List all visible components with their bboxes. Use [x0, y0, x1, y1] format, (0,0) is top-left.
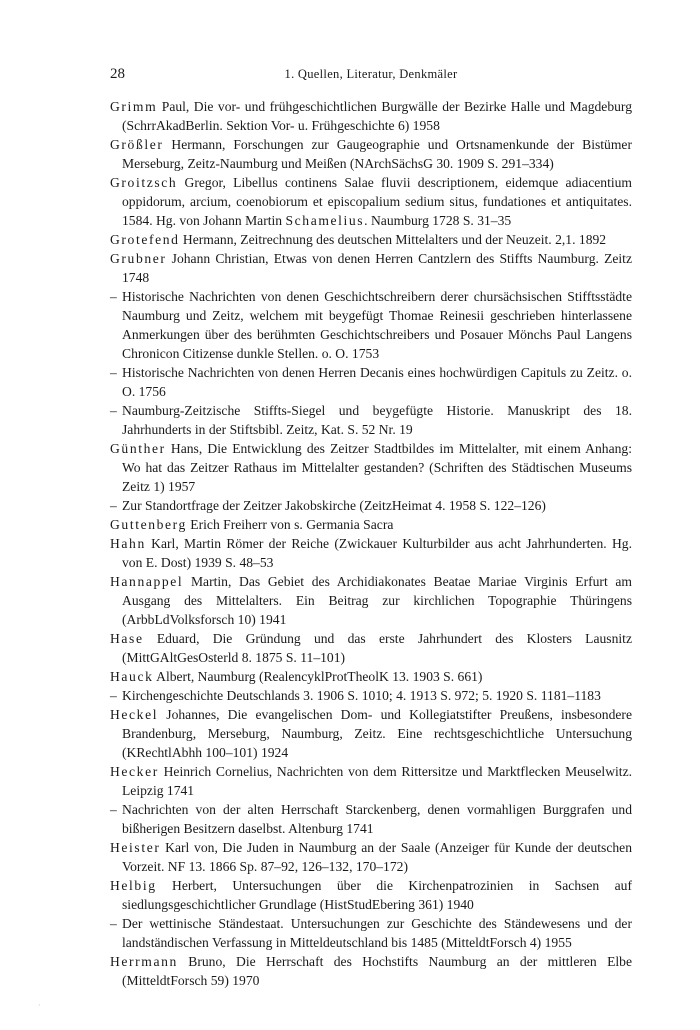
entry-text: Paul, Die vor- und frühgeschichtlichen Burgwälle der Bezirke Halle und Magdeburg (SchrrAkadBerlin. Sektion Vor- u. Frühgeschichte 6) 1958 — [122, 99, 632, 133]
entry-author: Hase — [110, 631, 144, 646]
dash-marker: – — [110, 403, 117, 418]
entry-text: Kirchengeschichte Deutschlands 3. 1906 S. 1010; 4. 1913 S. 972; 5. 1920 S. 1181–1183 — [122, 688, 601, 703]
entry-author: Günther — [110, 441, 166, 456]
entry-text: Hermann, Zeitrechnung des deutschen Mittelalters und der Neuzeit. 2,1. 1892 — [179, 232, 607, 247]
bibliography-subentry — [110, 287, 632, 363]
entry-author: Helbig — [110, 878, 157, 893]
dash-marker: – — [110, 498, 117, 513]
dash-marker: – — [110, 916, 117, 931]
bibliography-entry — [110, 534, 632, 572]
bibliography-entry — [110, 439, 632, 496]
entry-author: Größler — [110, 137, 164, 152]
entry-text: Karl von, Die Juden in Naumburg an der Saale (Anzeiger für Kunde der deutschen Vorzeit. NF 13. 1866 Sp. 87–92, 126–132, 170–172) — [122, 840, 632, 874]
bibliography-entry — [110, 629, 632, 667]
entry-author: Heckel — [110, 707, 159, 722]
bibliography-subentry — [110, 914, 632, 952]
bibliography-subentry — [110, 686, 632, 705]
bibliography-entry — [110, 838, 632, 876]
bibliography-entry — [110, 515, 632, 534]
stray-dot-mark: · — [38, 1001, 41, 1010]
entry-author: Heister — [110, 840, 161, 855]
entry-text: Gregor, Libellus continens Salae fluvii descriptionem, eidemque adiacentium oppidorum, arcium, coenobiorum et episcopalium sedium situs, fundationes et antiquitates. 1584. Hg. von Johann Martin — [122, 175, 632, 228]
entry-author: Grubner — [110, 251, 167, 266]
bibliography-entry — [110, 97, 632, 135]
entry-text: Zur Standortfrage der Zeitzer Jakobskirche (ZeitzHeimat 4. 1958 S. 122–126) — [122, 498, 546, 513]
bibliography-list — [110, 97, 632, 990]
entry-text: Historische Nachrichten von denen Herren Decanis eines hochwürdigen Capituls zu Zeitz. o. O. 1756 — [122, 365, 632, 399]
entry-text: Nachrichten von der alten Herrschaft Starckenberg, denen vormahligen Burggrafen und bißherigen Besitzern daselbst. Altenburg 1741 — [122, 802, 632, 836]
dash-marker: – — [110, 802, 117, 817]
bibliography-entry — [110, 135, 632, 173]
entry-text: Heinrich Cornelius, Nachrichten von dem Rittersitze und Marktflecken Meuselwitz. Leipzig 1741 — [122, 764, 632, 798]
running-title: 1. Quellen, Literatur, Denkmäler — [284, 67, 458, 81]
bibliography-entry — [110, 762, 632, 800]
bibliography-subentry — [110, 363, 632, 401]
entry-author: Hannappel — [110, 574, 184, 589]
entry-author: Hahn — [110, 536, 146, 551]
entry-text: Historische Nachrichten von denen Geschichtschreibern derer chursächsischen Stifftsstädte Naumburg und Zeitz, welchem mit beygefügt Thomae Reinesii geschrieben hinterlassene Anmerkungen über des berühmten Geschichtschreibers und Posauer Mönchs Paul Langens Chronicon Citizense dunkle Stellen. o. O. 1753 — [122, 289, 632, 361]
entry-editor: Schamelius — [285, 213, 365, 228]
bibliography-subentry — [110, 800, 632, 838]
bibliography-entry — [110, 667, 632, 686]
entry-text: Bruno, Die Herrschaft des Hochstifts Naumburg an der mittleren Elbe (MitteldtForsch 59) 1970 — [122, 954, 632, 988]
dash-marker: – — [110, 365, 117, 380]
entry-text: Johann Christian, Etwas von denen Herren Cantzlern des Stiffts Naumburg. Zeitz 1748 — [122, 251, 632, 285]
entry-text: Erich Freiherr von s. Germania Sacra — [186, 517, 394, 532]
page-header — [110, 66, 632, 86]
dash-marker: – — [110, 289, 117, 304]
entry-text: Hans, Die Entwicklung des Zeitzer Stadtbildes im Mittelalter, mit einem Anhang: Wo hat das Zeitzer Rathaus im Mittelalter gestanden? (Schriften des Städtischen Museums Zeitz 1) 1957 — [122, 441, 632, 494]
entry-text: Naumburg-Zeitzische Stiffts-Siegel und beygefügte Historie. Manuskript des 18. Jahrhunderts in der Stiftsbibl. Zeitz, Kat. S. 52 Nr. 19 — [122, 403, 632, 437]
entry-author: Guttenberg — [110, 517, 187, 532]
page-number: 28 — [110, 66, 125, 82]
entry-text: Albert, Naumburg (RealencyklProtTheolK 13. 1903 S. 661) — [153, 669, 483, 684]
bibliography-entry — [110, 876, 632, 914]
bibliography-entry — [110, 230, 632, 249]
entry-text: Der wettinische Ständestaat. Untersuchungen zur Geschichte des Ständewesens und der landständischen Verfassung in Mitteldeutschland bis 1485 (MitteldtForsch 4) 1955 — [122, 916, 632, 950]
entry-author: Hauck — [110, 669, 154, 684]
entry-text: Hermann, Forschungen zur Gaugeographie und Ortsnamenkunde der Bistümer Merseburg, Zeitz-Naumburg und Meißen (NArchSächsG 30. 1909 S. 291–334) — [122, 137, 632, 171]
entry-author: Herrmann — [110, 954, 178, 969]
entry-text: Karl, Martin Römer der Reiche (Zwickauer Kulturbilder aus acht Jahrhunderten. Hg. von E. Dost) 1939 S. 48–53 — [122, 536, 632, 570]
bibliography-subentry — [110, 401, 632, 439]
bibliography-entry — [110, 173, 632, 230]
entry-author: Hecker — [110, 764, 159, 779]
bibliography-entry — [110, 705, 632, 762]
dash-marker: – — [110, 688, 117, 703]
bibliography-entry — [110, 249, 632, 287]
entry-text: Johannes, Die evangelischen Dom- und Kollegiatstifter Preußens, insbesondere Brandenburg, Merseburg, Naumburg, Zeitz. Eine rechtsgeschichtliche Untersuchung (KRechtlAbhh 100–101) 1924 — [122, 707, 632, 760]
bibliography-entry — [110, 952, 632, 990]
entry-author: Grotefend — [110, 232, 180, 247]
entry-text: Eduard, Die Gründung und das erste Jahrhundert des Klosters Lausnitz (MittGAltGesOsterld 8. 1875 S. 11–101) — [122, 631, 632, 665]
entry-author: Grimm — [110, 99, 158, 114]
bibliography-subentry — [110, 496, 632, 515]
entry-text: Martin, Das Gebiet des Archidiakonates Beatae Mariae Virginis Erfurt am Ausgang des Mittelalters. Ein Beitrag zur kirchlichen Topographie Thüringens (ArbbLdVolksforsch 10) 1941 — [122, 574, 632, 627]
entry-text-continued: . Naumburg 1728 S. 31–35 — [364, 213, 512, 228]
bibliography-entry — [110, 572, 632, 629]
entry-author: Groitzsch — [110, 175, 178, 190]
entry-text: Herbert, Untersuchungen über die Kirchenpatrozinien in Sachsen auf siedlungsgeschichtlicher Grundlage (HistStudEbering 361) 1940 — [122, 878, 632, 912]
